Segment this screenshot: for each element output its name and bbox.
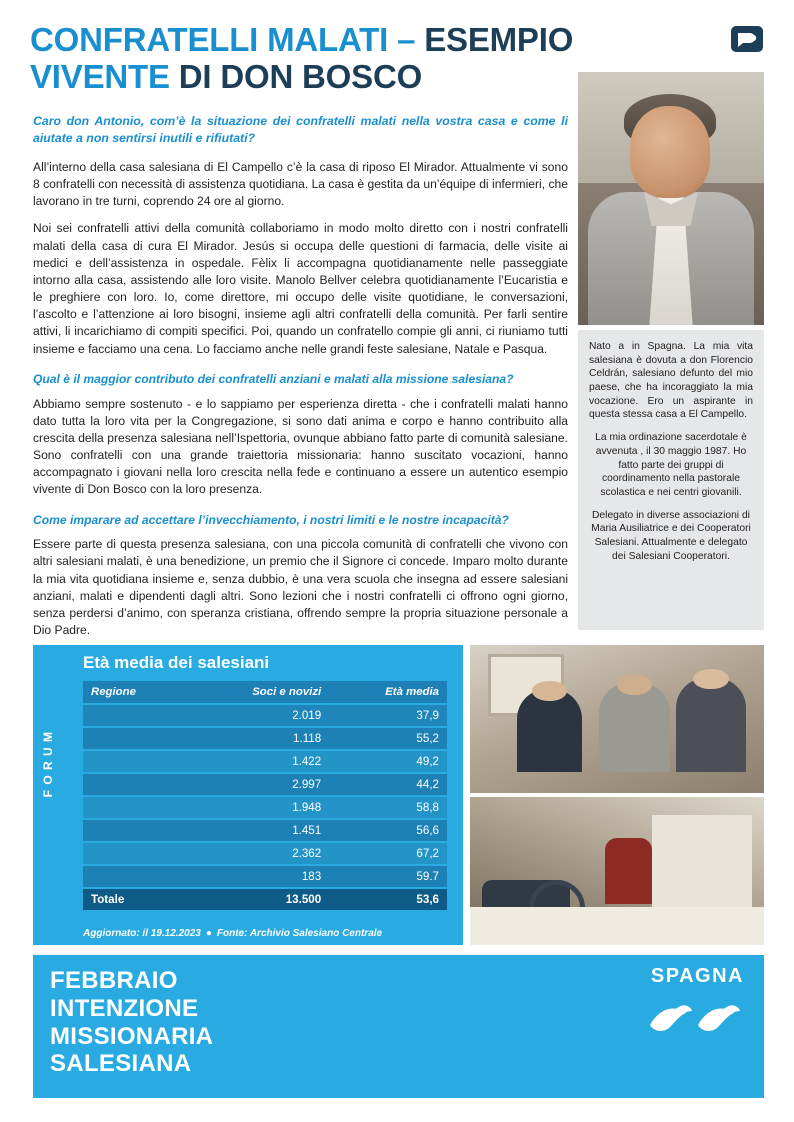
photo-b-figure-3 [676, 678, 747, 773]
cell-eta: 44,2 [329, 773, 447, 796]
cell-soci: 2.019 [186, 704, 329, 727]
biography-caption [578, 330, 764, 630]
caption-paragraph-2: La mia ordinazione sacerdotale è avvenuta , il 30 maggio 1987. Ho fatto parte dei gruppi di coordinamento nella pastorale scolastica e nei centri giovanili. [595, 432, 747, 498]
photo-c-figure-red [605, 838, 652, 903]
caption-paragraph-1: Nato a in Spagna. La mia vita salesiana è dovuta a don Florencio Celdrán, salesiano defunto del mio paese, che ha incoraggiato la mia vocazione. Ero un aspirante in questa stessa casa a El Campello. [589, 341, 753, 421]
table-row [83, 773, 447, 796]
table-row [83, 727, 447, 750]
portrait-photo [578, 72, 764, 325]
title-line1-dark: ESEMPIO [424, 21, 574, 58]
cell-eta: 59.7 [329, 865, 447, 888]
lead-question: Caro don Antonio, com’è la situazione dei confratelli malati nella vostra casa e come li aiutate a non sentirsi inutili e rifiutati? [33, 114, 568, 145]
table-row [83, 796, 447, 819]
salesian-bulletin-logo-icon [730, 24, 764, 56]
chart-note-separator: ● [205, 928, 212, 939]
cell-eta: 49,2 [329, 750, 447, 773]
forum-panel [33, 645, 463, 945]
cell-regione [83, 796, 186, 819]
title-line1-blue: CONFRATELLI MALATI – [30, 21, 425, 58]
title-line2-dark: DI DON BOSCO [178, 57, 423, 95]
cell-regione [83, 704, 186, 727]
answer-3: Essere parte di questa presenza salesiana, con una piccola comunità di confratelli che vivono con altri salesiani malati, è una benedizione, un premio che il Signore ci concede. Imparo molto durante la mia vita quotidiana insieme e, senza dubbio, è una vera scuola che insegna ad essere salesiani anziani, malati e dipendenti dagli altri. Sono lezioni che i nostri confratelli ci offrono ogni giorno, senza perdersi d’animo, con speranza cristiana, offrendo sempre la propria situazione personale a Dio Padre. [33, 537, 568, 638]
footer-band [33, 955, 764, 1098]
column-header-eta: Età media [329, 681, 447, 704]
footer-line-4: SALESIANA [50, 1050, 192, 1078]
cell-eta: 37,9 [329, 704, 447, 727]
cell-eta: 55,2 [329, 727, 447, 750]
photo-person-face [630, 106, 710, 198]
photo-b-head-3 [693, 669, 728, 690]
article-body [33, 113, 568, 649]
cell-soci: 1.422 [186, 750, 329, 773]
cell-regione [83, 819, 186, 842]
cell-regione [83, 727, 186, 750]
footer-line-2: INTENZIONE [50, 994, 199, 1022]
cell-regione [83, 773, 186, 796]
caption-paragraph-3: Delegato in diverse associazioni di Maria Ausiliatrice e dei Cooperatori Salesiani. Attualmente e delegato dei Salesiani Cooperatori. [591, 509, 751, 562]
column-header-regione: Regione [83, 681, 186, 704]
photo-common-room [470, 645, 764, 793]
cell-total-soci: 13.500 [186, 888, 329, 910]
footer-line-3: MISSIONARIA [50, 1022, 214, 1050]
cell-soci: 1.948 [186, 796, 329, 819]
footer-country-label: SPAGNA [650, 965, 744, 987]
answer-2: Abbiamo sempre sostenuto - e lo sappiamo per esperienza diretta - che i confratelli malati hanno dato tutta la loro vita per la Congregazione, si sono dati anima e corpo e hanno contribuito alla crescita della presenza salesiana nell’Ispettoria, ovunque abbiano fatto parte di comunità salesiane. Sono confratelli con una grande traiettoria missionaria: hanno suscitato vocazioni, hanno accompagnato i giovani nella loro crescita nella fede e continuano a essere un autentico esempio vivente di Don Bosco con la loro presenza. [33, 396, 568, 497]
photo-b-head-1 [532, 681, 567, 702]
table-row [83, 865, 447, 888]
chart-source-note [83, 928, 382, 939]
cell-total-eta: 53,6 [329, 888, 447, 910]
table-total-row [83, 888, 447, 910]
column-header-soci: Soci e novizi [186, 681, 329, 704]
cell-regione [83, 842, 186, 865]
paragraph-2: Noi sei confratelli attivi della comunità collaboriamo in modo molto diretto con i nostri confratelli malati della casa di cura El Mirador. Jesús si occupa delle questioni di farmacia, delle visite ai medici e dell’assistenza in ospedale. Fèlix li accompagna quotidianamente nelle passeggiate intorno alla casa, assistendo alle loro visite. Manolo Bellver celebra quotidianamente l’Eucaristia e le preghiere con loro. Io, come direttore, mi occupo delle visite quotidiane, le conversazioni, l’ascolto e l’attenzione ai loro bisogni, insieme agli altri confratelli della comunità. Per farli sentire attivi, li incarichiamo di compiti specifici. Poi, quando un confratello compie gli anni, ci riuniamo tutti insieme e facciamo una cena. Lo facciamo anche nelle grandi feste salesiane, Natale e Pasqua. [33, 221, 568, 356]
chart-note-date: Aggiornato: il 19.12.2023 [83, 928, 201, 939]
cell-soci: 2.997 [186, 773, 329, 796]
stats-table [83, 681, 447, 910]
cell-soci: 1.118 [186, 727, 329, 750]
photo-c-table-cloth [652, 815, 752, 922]
footer-line-1: FEBBRAIO [50, 967, 178, 994]
cell-eta: 56,6 [329, 819, 447, 842]
photo-b-figure-1 [517, 689, 582, 772]
footer-intention-text [50, 967, 213, 1078]
cell-regione [83, 865, 186, 888]
cell-total-label: Totale [83, 888, 186, 910]
cell-eta: 67,2 [329, 842, 447, 865]
chart-note-source: Fonte: Archivio Salesiano Centrale [216, 928, 383, 939]
photo-c-floor [470, 907, 764, 945]
cell-soci: 2.362 [186, 842, 329, 865]
forum-label: F O R U M [41, 731, 55, 798]
question-3: Come imparare ad accettare l’invecchiamento, i nostri limiti e le nostre incapacità? [33, 512, 509, 527]
two-doves-icon [646, 999, 742, 1039]
paragraph-1: All’interno della casa salesiana di El Campello c’è la casa di riposo El Mirador. Attualmente vi sono 8 confratelli con necessità di assistenza quotidiana. La casa è gestita da un’équipe di infermieri, che lavorano in tre turni, coprendo 24 ore al giorno. [33, 159, 568, 209]
photo-wheelchair [470, 797, 764, 945]
chart-title: Età media dei salesiani [83, 653, 270, 672]
title-line2-blue: VIVENTE [30, 57, 179, 95]
table-header-row [83, 681, 447, 704]
table-row [83, 750, 447, 773]
cell-soci: 1.451 [186, 819, 329, 842]
table-row [83, 819, 447, 842]
cell-soci: 183 [186, 865, 329, 888]
question-2: Qual è il maggior contributo dei confratelli anziani e malati alla missione salesiana? [33, 371, 514, 386]
table-row [83, 704, 447, 727]
photo-b-figure-2 [599, 683, 670, 772]
table-row [83, 842, 447, 865]
cell-regione [83, 750, 186, 773]
cell-eta: 58,8 [329, 796, 447, 819]
